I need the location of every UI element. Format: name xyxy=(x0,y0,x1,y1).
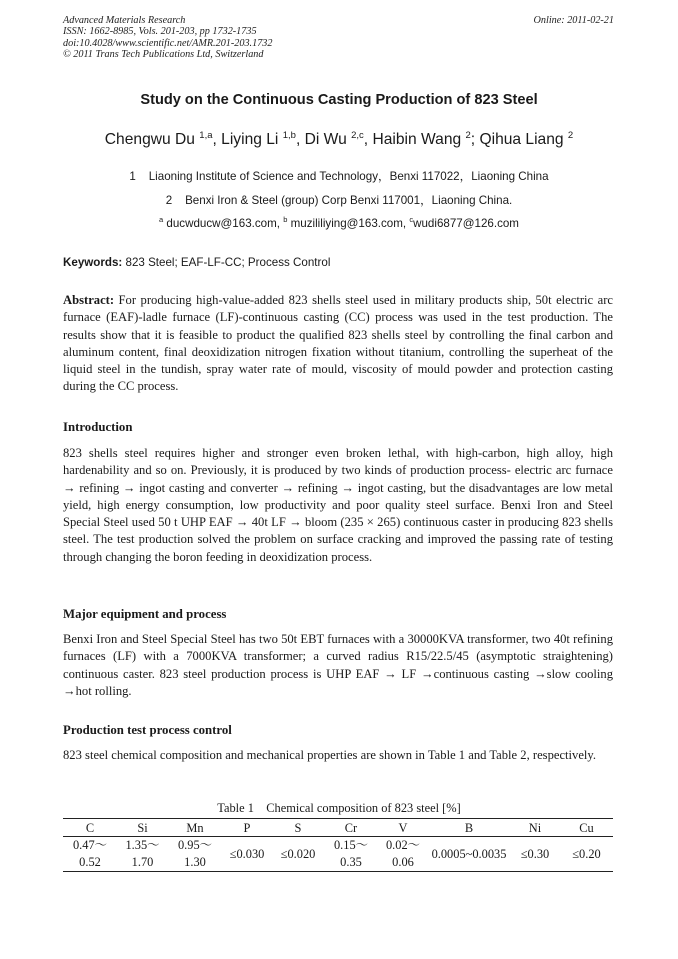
process-control-text: 823 steel chemical composition and mechanical properties are shown in Table 1 and Table 2, respectively. xyxy=(63,748,597,762)
abstract xyxy=(63,292,613,396)
keywords-label: Keywords: xyxy=(63,256,123,269)
table-cell: ≤0.020 xyxy=(272,837,324,872)
table-cell: 0.02～ 0.06 xyxy=(378,837,428,872)
keywords xyxy=(63,256,330,269)
table-cell: ≤0.20 xyxy=(560,837,613,872)
column-header: Mn xyxy=(168,819,222,837)
author: Liying Li $^{1,b}$, xyxy=(221,130,305,148)
table-cell: ≤0.30 xyxy=(510,837,560,872)
affiliation-2: 2 Benxi Iron & Steel (group) Corp Benxi 117001，Liaoning China. xyxy=(165,194,513,207)
section-heading-process-control: Production test process control xyxy=(63,723,232,737)
abstract-label: Abstract: xyxy=(63,293,115,307)
copyright-line: © 2011 Trans Tech Publications Ltd, Switzerland xyxy=(63,49,264,61)
author: Di Wu $^{2,c}$, xyxy=(304,130,373,148)
journal-name: Advanced Materials Research xyxy=(63,15,186,26)
paper-title: Study on the Continuous Casting Production of 823 Steel xyxy=(140,92,538,108)
online-date: Online: 2011-02-21 xyxy=(533,15,614,26)
column-header: C xyxy=(63,819,117,837)
issn-line: ISSN: 1662-8985, Vols. 201-203, pp 1732-1735 xyxy=(63,26,257,38)
introduction-text: 823 shells steel requires higher and stronger even broken lethal, with high-carbon, high alloy, high hardenability and so on. Previously, it is produced by two kinds of production process- electric arc furnace → refining → ingot casting and converter → refining → ingot casting, but the disadvantages are low metal yield, high energy consumption, low productivity and poor quality steel surface. Benxi Iron and Steel Special Steel used 50 t UHP EAF → 40t LF → bloom (235 × 265) continuous caster in producing 823 shells steel. The test production solved the problem on surface cracking and improved the passing rate of testing through changing the boron feeding in deoxidization process. xyxy=(63,446,613,564)
abstract-text: For producing high-value-added 823 shells steel used in military products ship, 50t electric arc furnace (EAF)-ladle furnace (LF)-continuous casting (CC) process was used in the test production. The results show that it is feasible to product the qualified 823 shells steel by controlling the final carbon and aluminum content, final deoxidization nitrogen fixation without titanium, controlling the superheat of the liquid steel in the tundish, spray water rate of mould, viscosity of mould powder and protection casting during the CC process. xyxy=(63,293,613,394)
affiliation-1: 1 Liaoning Institute of Science and Technology，Benxi 117022，Liaoning China xyxy=(129,170,549,183)
table-caption: Table 1 Chemical composition of 823 steel [%] xyxy=(217,801,461,815)
table-cell: ≤0.030 xyxy=(222,837,272,872)
email-link[interactable]: wudi6877@126.com xyxy=(413,217,519,230)
author: Qihua Liang $^2$ xyxy=(479,130,574,148)
author-list xyxy=(0,130,678,149)
doi-line: doi:10.4028/www.scientific.net/AMR.201-203.1732 xyxy=(63,37,273,49)
column-header: B xyxy=(428,819,510,837)
column-header: Cu xyxy=(560,819,613,837)
author: Haibin Wang $^2$; xyxy=(372,130,480,148)
keywords-text: 823 Steel; EAF-LF-CC; Process Control xyxy=(122,256,331,269)
column-header: Ni xyxy=(510,819,560,837)
column-header: P xyxy=(222,819,272,837)
composition-table xyxy=(63,818,613,872)
section-heading-introduction: Introduction xyxy=(63,420,133,434)
email-link[interactable]: ducwducw@163.com, xyxy=(163,217,284,230)
email-list: $^a$ ducwducw@163.com, $^b$ muzililiying@163.com, $^c$wudi6877@126.com xyxy=(159,215,519,230)
column-header: S xyxy=(272,819,324,837)
section-heading-equipment: Major equipment and process xyxy=(63,607,227,621)
journal-header xyxy=(63,15,272,61)
table-cell: 0.95～ 1.30 xyxy=(168,837,222,872)
column-header: Si xyxy=(117,819,168,837)
column-header: Cr xyxy=(324,819,378,837)
equipment-text: Benxi Iron and Steel Special Steel has two 50t EBT furnaces with a 30000KVA transformer, two 40t refining furnaces (LF) with a 7000KVA transformer; a curved radius R15/22.5/45 (asymptotic straightening) continuous caster. 823 steel production process is UHP EAF → LF →continuous casting →slow cooling →hot rolling. xyxy=(63,632,613,698)
table-header-row xyxy=(63,819,613,837)
table-row xyxy=(63,837,613,872)
table-cell: 0.15～ 0.35 xyxy=(324,837,378,872)
email-link[interactable]: muzililiying@163.com, xyxy=(287,217,410,230)
table-cell: 0.47～ 0.52 xyxy=(63,837,117,872)
column-header: V xyxy=(378,819,428,837)
table-cell: 0.0005~0.0035 xyxy=(428,837,510,872)
author: Chengwu Du $^{1,a}$, xyxy=(104,130,222,148)
table-cell: 1.35～ 1.70 xyxy=(117,837,168,872)
